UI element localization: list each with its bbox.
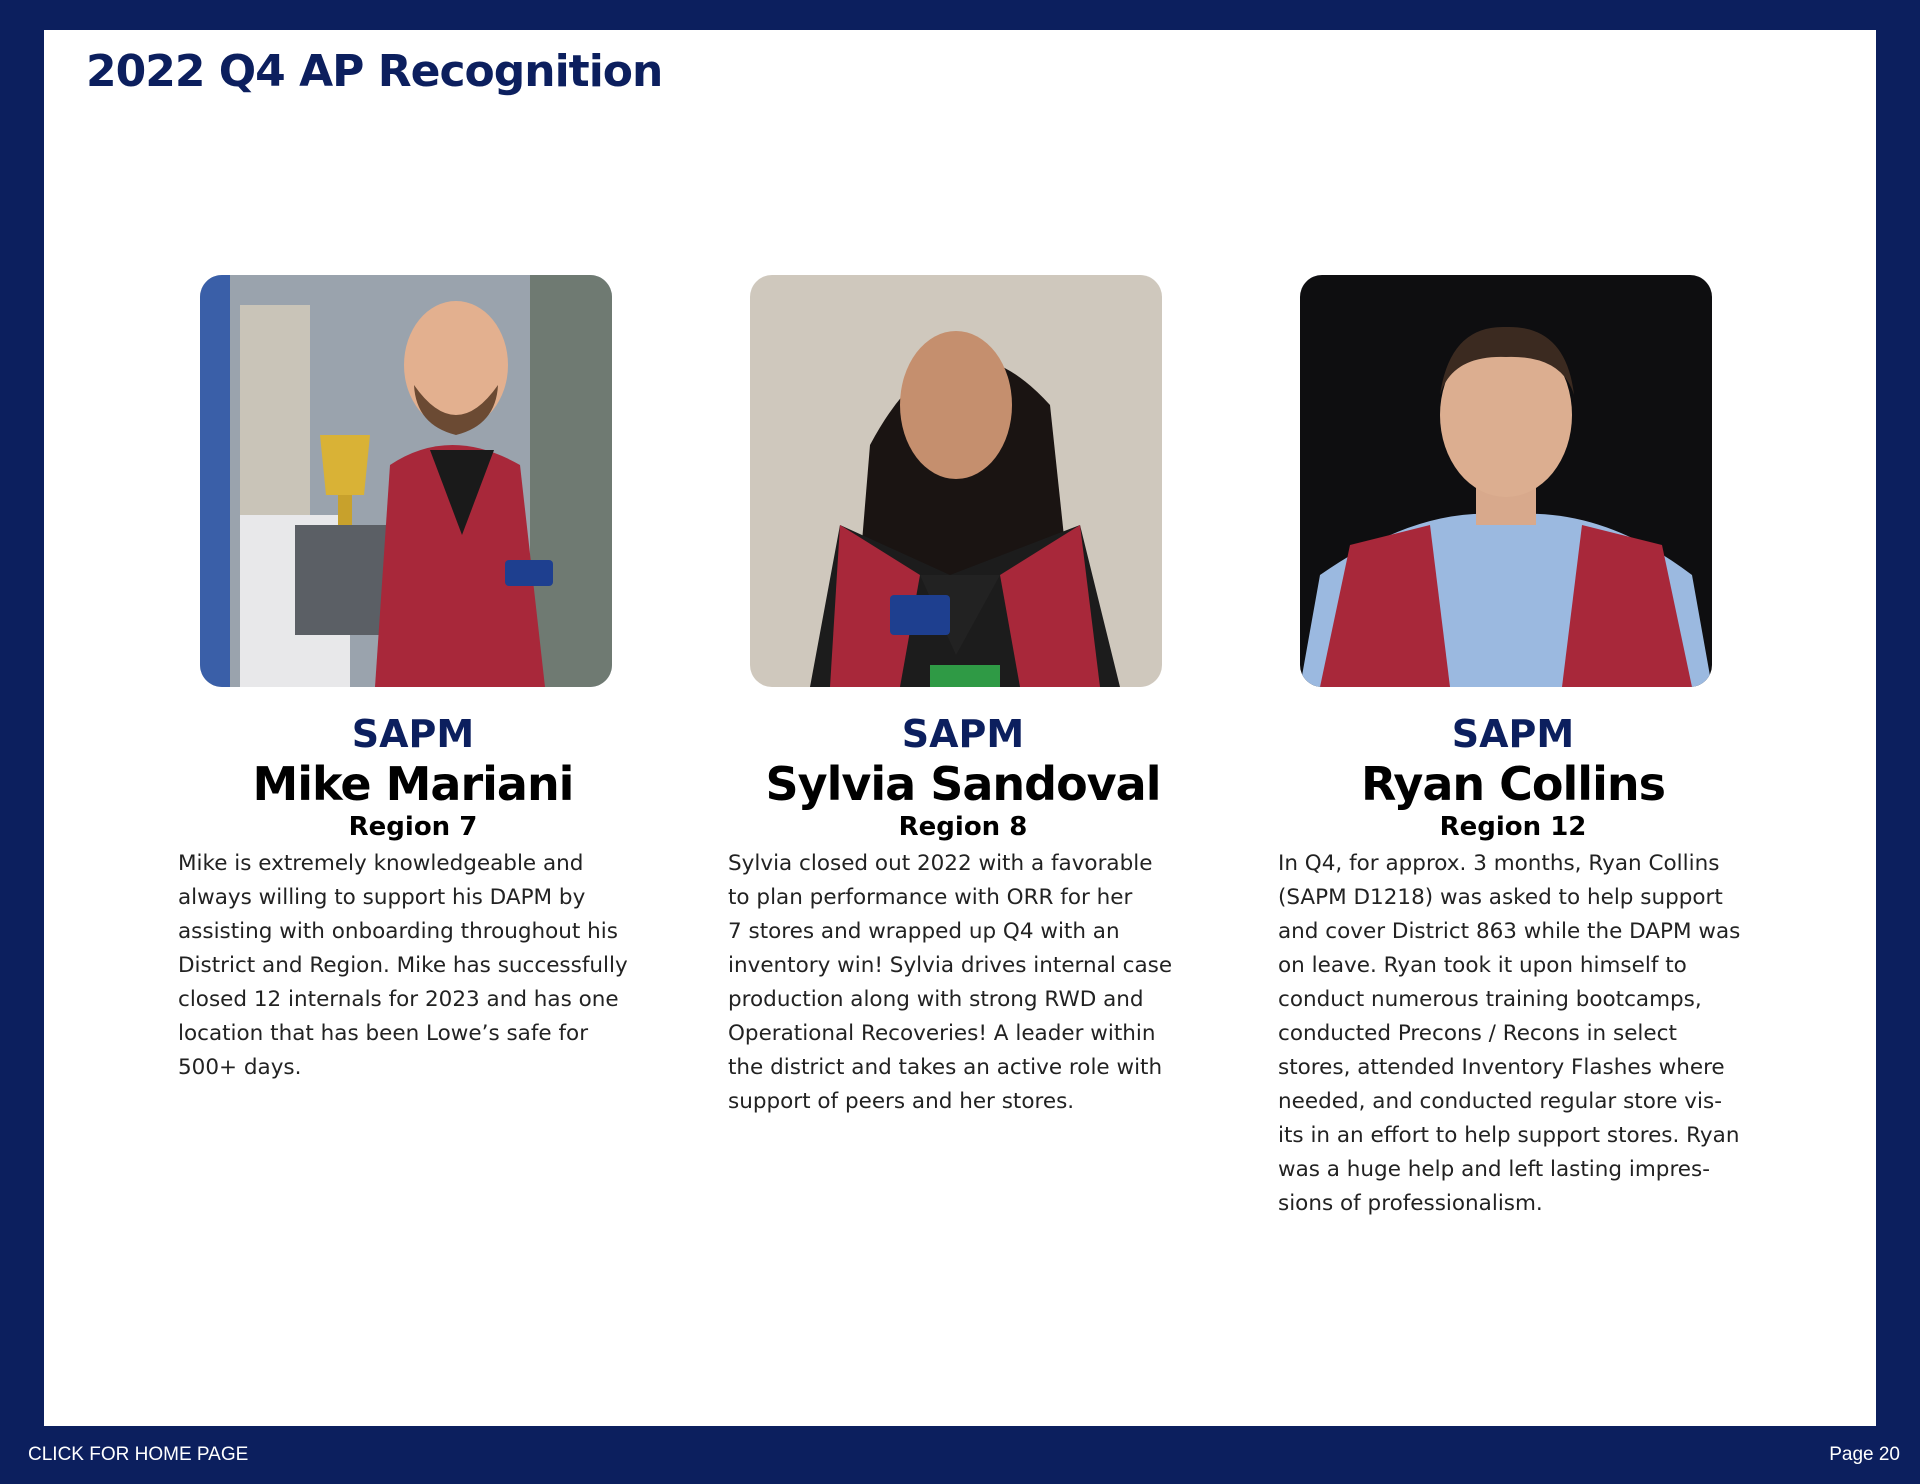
employee-name: Sylvia Sandoval [765,757,1161,811]
employee-name: Mike Mariani [252,757,574,811]
page-number: Page 20 [1829,1444,1900,1465]
recognition-description: Mike is extremely knowledgeable and always willing to support his DAPM by assisting with onboarding throughout his District and Region. Mike has successfully closed 12 internals for 2023 and has one location that has been Lowe’s safe for 500+ days. [178,851,628,1080]
role-label: SAPM [351,712,475,756]
recognition-card [1278,275,1748,1221]
recognition-card [178,275,648,1085]
page-title: 2022 Q4 AP Recognition [86,46,663,97]
role-label: SAPM [1451,712,1575,756]
recognition-description: In Q4, for approx. 3 months, Ryan Collins (SAPM D1218) was asked to help support and cover District 863 while the DAPM was on leave. Ryan took it upon himself to conduct numerous training bootcamps, conducted Precons / Recons in select stores, attended Inventory Flashes where needed, and conducted regular store vis- its in an effort to help support stores. Ryan was a huge help and left lasting impres- sions of professionalism. [1278,851,1741,1216]
employee-photo [200,275,612,687]
region-label: Region 7 [348,812,478,842]
recognition-description: Sylvia closed out 2022 with a favorable to plan performance with ORR for her 7 stores and wrapped up Q4 with an inventory win! Sylvia drives internal case production along with strong RWD and Operational Recoveries! A leader within the district and takes an active role with support of peers and her stores. [728,851,1173,1114]
home-page-link[interactable]: CLICK FOR HOME PAGE [28,1444,249,1465]
recognition-card [728,275,1198,1119]
region-label: Region 8 [898,812,1028,842]
employee-name: Ryan Collins [1361,757,1665,811]
region-label: Region 12 [1439,812,1587,842]
employee-photo [1300,275,1712,687]
role-label: SAPM [901,712,1025,756]
employee-photo [750,275,1162,687]
page-content [44,30,1876,1426]
